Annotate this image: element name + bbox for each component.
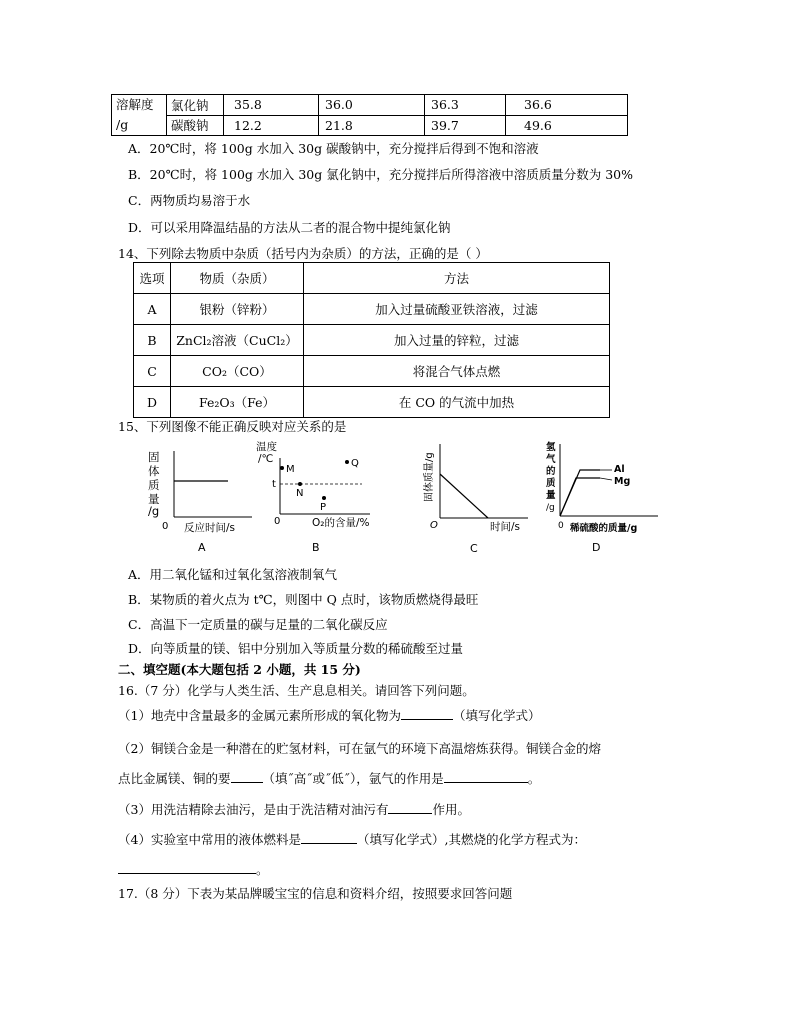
graph-a-caption: A	[198, 541, 206, 554]
graph-d-ylabel-char: 气	[546, 454, 556, 465]
table-cell: 39.7	[425, 115, 506, 136]
graph-b-point-label: Q	[351, 458, 359, 469]
q16-part3-hint: 作用。	[432, 802, 470, 817]
table-cell: C	[134, 356, 171, 387]
table-cell: 49.6	[506, 115, 628, 136]
table-cell: D	[134, 387, 171, 418]
q15-stem: 15、下列图像不能正确反映对应关系的是	[118, 419, 347, 434]
graph-b-point-label: M	[286, 464, 295, 475]
q15-option-a: A．用二氧化锰和过氧化氢溶液制氧气	[128, 567, 338, 582]
answer-blank[interactable]	[401, 706, 453, 720]
graph-d-series-label: Mg	[614, 476, 631, 487]
solubility-unit: /g	[116, 117, 129, 132]
table-cell: B	[134, 325, 171, 356]
graph-d-xlabel: 稀硫酸的质量/g	[570, 523, 638, 534]
substance-name: 氯化钠	[167, 95, 224, 116]
graph-c-line	[440, 474, 488, 518]
table-cell: ZnCl₂溶液（CuCl₂）	[171, 325, 304, 356]
graph-a-yunit: /g	[148, 504, 160, 518]
graph-b-point-label: P	[320, 502, 327, 513]
graph-d	[540, 438, 670, 558]
q15-option-d: D．向等质量的镁、铝中分别加入等质量分数的稀硫酸至过量	[128, 641, 464, 656]
graph-d-series-label: Al	[614, 464, 625, 475]
q13-option-b: B．20℃时，将 100g 水加入 30g 氯化钠中，充分搅拌后所得溶液中溶质质量分数为 30%	[128, 167, 633, 182]
table-cell: 在 CO 的气流中加热	[304, 387, 610, 418]
table-cell: 12.2	[224, 115, 319, 136]
table-cell: 35.8	[224, 95, 319, 116]
answer-blank[interactable]	[444, 769, 528, 783]
answer-blank[interactable]	[118, 860, 256, 874]
table-header: 物质（杂质）	[171, 263, 304, 294]
table-cell: 36.0	[319, 95, 425, 116]
table-cell: CO₂（CO）	[171, 356, 304, 387]
graph-b-origin: 0	[274, 516, 281, 527]
impurity-table	[133, 262, 610, 418]
q17-stem: 17.（8 分）下表为某品牌暖宝宝的信息和资料介绍，按照要求回答问题	[118, 886, 513, 901]
table-header: 选项	[134, 263, 171, 294]
graph-b-xlabel: O₂的含量/%	[312, 517, 370, 529]
q16-part4	[118, 830, 586, 848]
graph-d-ylabel-char: 的	[546, 466, 556, 477]
q14-stem: 14、下列除去物质中杂质（括号内为杂质）的方法，正确的是（ ）	[118, 246, 488, 261]
table-cell: 36.3	[425, 95, 506, 116]
graph-b-point-n	[298, 482, 302, 486]
q16-part1	[118, 706, 540, 724]
graph-b	[252, 438, 382, 558]
graph-b-point-m	[280, 466, 284, 470]
table-cell: 36.6	[506, 95, 628, 116]
q16-part2-end: 。	[527, 771, 541, 786]
table-cell: A	[134, 294, 171, 325]
table-cell: 加入过量硫酸亚铁溶液，过滤	[304, 294, 610, 325]
q16-part4-hint: （填写化学式）,其燃烧的化学方程式为：	[356, 832, 586, 847]
q16-part1-hint: （填写化学式）	[452, 708, 541, 723]
graph-a-ylabel-char: 体	[148, 464, 160, 478]
substance-name: 碳酸钠	[167, 115, 224, 136]
graph-c-xlabel: 时间/s	[490, 521, 521, 533]
solubility-label: 溶解度	[116, 97, 154, 112]
q16-stem: 16.（7 分）化学与人类生活、生产息息相关。请回答下列问题。	[118, 683, 475, 698]
table-cell: 21.8	[319, 115, 425, 136]
graph-c-origin: O	[430, 520, 438, 531]
graph-d-yunit: /g	[546, 503, 555, 513]
graph-b-point-p	[322, 496, 326, 500]
q13-option-d: D．可以采用降温结晶的方法从二者的混合物中提纯氯化钠	[128, 220, 451, 235]
graph-c	[418, 440, 538, 558]
q16-part4-text: （4）实验室中常用的液体燃料是	[118, 832, 301, 847]
section-title: 二、填空题(本大题包括 2 小题，共 15 分)	[118, 662, 361, 677]
graph-a-origin: 0	[162, 521, 169, 532]
q16-part2-text: 点比金属镁、铜的要	[118, 771, 231, 786]
answer-blank[interactable]	[231, 769, 263, 783]
solubility-table	[111, 94, 628, 136]
q16-part3-text: （3）用洗洁精除去油污，是由于洗洁精对油污有	[118, 802, 389, 817]
q16-part4-end: 。	[256, 862, 269, 877]
graph-d-origin: 0	[558, 521, 564, 531]
q15-option-c: C．高温下一定质量的碳与足量的二氧化碳反应	[128, 617, 388, 632]
graph-a	[140, 447, 260, 557]
q13-option-c: C．两物质均易溶于水	[128, 193, 251, 208]
q13-option-a: A．20℃时，将 100g 水加入 30g 碳酸钠中，充分搅拌后得到不饱和溶液	[128, 141, 539, 156]
q16-part2-line2	[118, 769, 540, 787]
solubility-header-cell	[112, 95, 167, 136]
graph-a-ylabel-char: 量	[148, 492, 160, 506]
q16-part2-hint: （填˝高˝或˝低˝），氩气的作用是	[262, 771, 444, 786]
graph-d-leader	[600, 478, 612, 480]
graph-a-ylabel-char: 质	[148, 478, 160, 492]
graph-d-ylabel-char: 氢	[546, 442, 556, 453]
graph-d-ylabel-char: 质	[546, 478, 556, 489]
graph-d-caption: D	[592, 541, 601, 554]
q16-part2-line1: （2）铜镁合金是一种潜在的贮氢材料，可在氩气的环境下高温熔炼获得。铜镁合金的熔	[118, 741, 601, 756]
graph-c-caption: C	[470, 542, 478, 555]
answer-blank[interactable]	[301, 830, 357, 844]
graph-d-series-mg	[560, 478, 600, 516]
graph-b-point-label: N	[296, 488, 304, 499]
table-cell: 银粉（锌粉）	[171, 294, 304, 325]
table-header: 方法	[304, 263, 610, 294]
q16-part1-text: （1）地壳中含量最多的金属元素所形成的氧化物为	[118, 708, 401, 723]
q15-option-b: B．某物质的着火点为 t℃，则图中 Q 点时，该物质燃烧得最旺	[128, 592, 479, 607]
answer-blank[interactable]	[388, 800, 432, 814]
q16-part3	[118, 800, 470, 818]
table-cell: 将混合气体点燃	[304, 356, 610, 387]
graph-a-xlabel: 反应时间/s	[184, 522, 236, 534]
q16-part4-line2	[118, 860, 269, 878]
graph-b-ylabel: 温度	[256, 441, 277, 453]
table-cell: Fe₂O₃（Fe）	[171, 387, 304, 418]
graph-b-yunit: /℃	[258, 453, 274, 465]
graph-c-ylabel: 固体质量/g	[424, 452, 435, 502]
graph-a-ylabel-char: 固	[148, 450, 160, 464]
graph-b-caption: B	[312, 541, 320, 554]
graph-d-ylabel-char: 量	[546, 490, 556, 501]
graph-b-t-label: t	[272, 479, 276, 490]
graph-b-point-q	[345, 460, 349, 464]
table-cell: 加入过量的锌粒，过滤	[304, 325, 610, 356]
graph-d-series-al	[560, 470, 600, 516]
